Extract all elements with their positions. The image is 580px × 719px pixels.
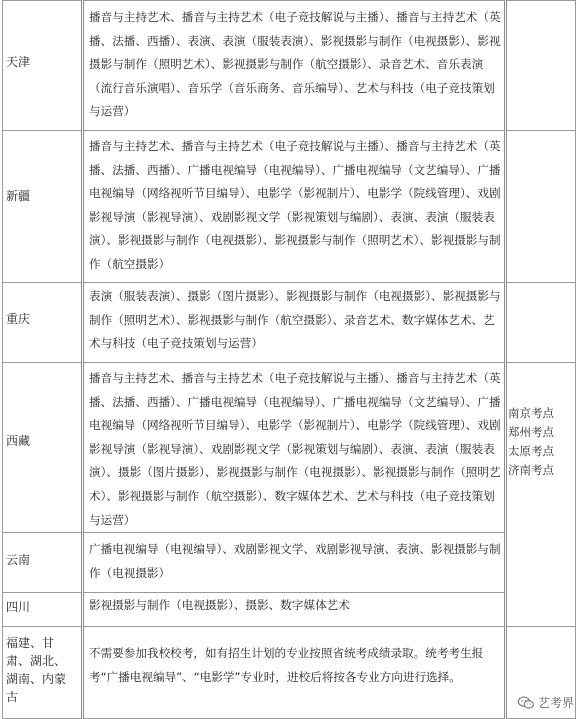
exam-table (2, 0, 576, 719)
table-row (2, 0, 576, 130)
row-divider (2, 362, 576, 363)
region-cell: 天津 (6, 55, 31, 69)
majors-cell: 影视摄影与制作（电视摄影）、摄影、数字媒体艺术 (89, 598, 350, 612)
majors-cell: 不需要参加我校校考，如有招生计划的专业按照省统考成绩录取。统考考生报考“广播电视编导”、“电影学”专业时，进校后将按各专业方向进行选择。 (89, 646, 484, 684)
region-cell: 西藏 (6, 434, 31, 448)
table-row (2, 130, 576, 282)
table-row (2, 626, 576, 719)
venue-item: 郑州考点 (508, 425, 554, 439)
row-divider (2, 282, 576, 283)
row-divider (2, 592, 506, 593)
majors-cell: 表演（服装表演）、摄影（图片摄影）、影视摄影与制作（电视摄影）、影视摄影与制作（照明艺术）、影视摄影与制作（航空摄影）、录音艺术、数字媒体艺术、艺术与科技（电子竞技策划与运营） (89, 289, 501, 351)
column-divider (2, 0, 3, 719)
region-cell: 福建、甘肃、湖北、湖南、内蒙古 (6, 636, 67, 704)
region-cell: 新疆 (6, 189, 31, 203)
watermark-text: 艺考界 (537, 696, 574, 710)
row-divider (2, 626, 576, 627)
venue-item: 南京考点 (508, 406, 554, 420)
region-cell: 云南 (6, 553, 31, 567)
majors-cell: 播音与主持艺术、播音与主持艺术（电子竞技解说与主播）、播音与主持艺术（英播、法播、西播）、表演、表演（服装表演）、影视摄影与制作（电视摄影）、影视摄影与制作（照明艺术）、影视摄影与制作（航空摄影）、录音艺术、音乐表演（流行音乐演唱）、音乐学（音乐商务、音乐编导）、艺术与科技（电子竞技策划与运营） (89, 10, 501, 119)
venue-item: 太原考点 (508, 444, 554, 458)
venue-list (508, 404, 576, 480)
majors-cell: 广播电视编导（电视编导）、戏剧影视文学、戏剧影视导演、表演、影视摄影与制作（电视摄影） (89, 542, 501, 580)
table-row (2, 532, 576, 592)
table-row (2, 362, 576, 532)
majors-cell: 播音与主持艺术、播音与主持艺术（电子竞技解说与主播）、播音与主持艺术（英播、法播、西播）、广播电视编导（电视编导）、广播电视编导（文艺编导）、广播电视编导（网络视听节目编导）、电影学（影视制片）、电影学（院线管理）、戏剧影视导演（影视导演）、戏剧影视文学（影视策划与编剧）、表演、表演（服装表演）、影视摄影与制作（电视摄影）、影视摄影与制作（照明艺术）、影视摄影与制作（航空摄影） (89, 139, 501, 271)
venue-item: 济南考点 (508, 463, 554, 477)
column-divider (81, 0, 84, 719)
column-divider (575, 0, 576, 719)
watermark (517, 694, 574, 711)
majors-cell: 播音与主持艺术、播音与主持艺术（电子竞技解说与主播）、播音与主持艺术（英播、法播、西播）、广播电视编导（电视编导）、广播电视编导（文艺编导）、广播电视编导（网络视听节目编导）、电影学（影视制片）、电影学（院线管理）、戏剧影视导演（影视导演）、戏剧影视文学（影视策划与编剧）、表演、表演（服装表演）、摄影（图片摄影）、影视摄影与制作（电视摄影）、影视摄影与制作（照明艺术）、影视摄影与制作（航空摄影）、数字媒体艺术、艺术与科技（电子竞技策划与运营） (89, 371, 501, 527)
table-row (2, 592, 576, 626)
row-divider (2, 532, 506, 533)
region-cell: 重庆 (6, 312, 31, 326)
region-cell: 四川 (6, 600, 31, 614)
table-row (2, 282, 576, 362)
column-divider (504, 0, 507, 719)
wechat-icon (517, 696, 535, 710)
row-divider (2, 0, 576, 1)
row-divider (2, 130, 576, 131)
